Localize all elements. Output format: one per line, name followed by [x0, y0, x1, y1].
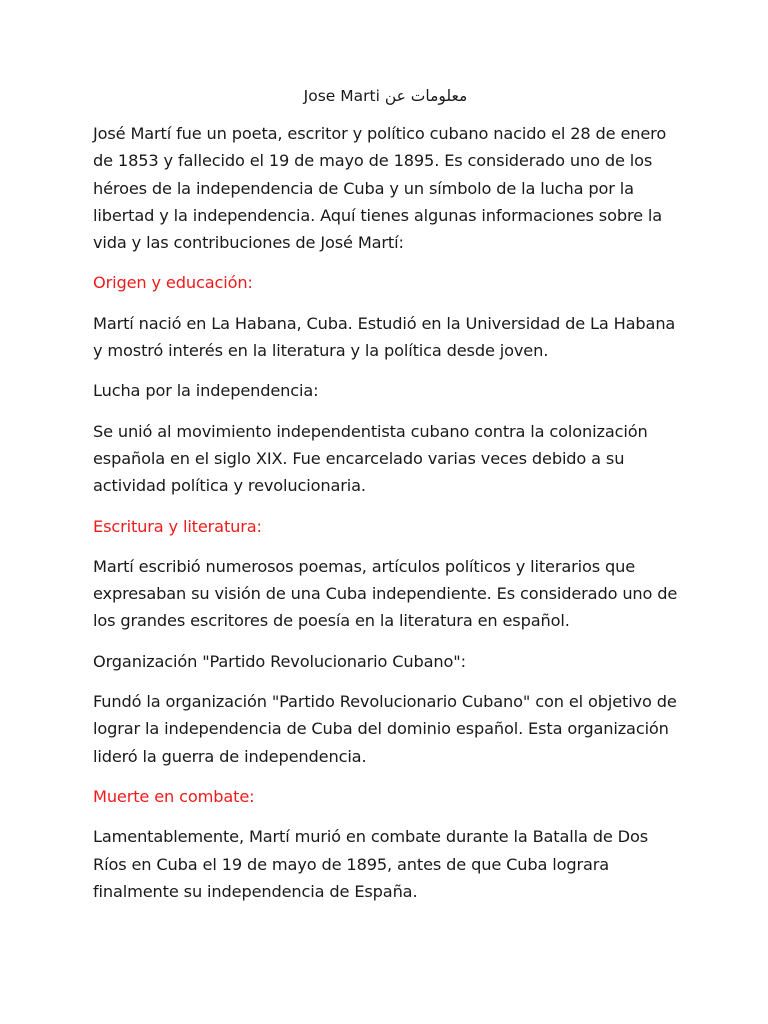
section-heading-escritura: Escritura y literatura:: [93, 516, 262, 536]
page-title: [93, 86, 678, 106]
section-body-escritura: Martí escribió numerosos poemas, artículos políticos y literarios que expresaban su visión de una Cuba independiente. Es considerado uno de los grandes escritores de poesía en la literatura en español.: [93, 556, 678, 631]
section-heading-organizacion: Organización "Partido Revolucionario Cubano":: [93, 651, 466, 671]
title-latin: Jose Marti: [303, 87, 380, 105]
section-heading-origen: Origen y educación:: [93, 273, 253, 293]
section-body-organizacion: Fundó la organización "Partido Revolucionario Cubano" con el objetivo de lograr la independencia de Cuba del dominio español. Esta organización lideró la guerra de independencia.: [93, 692, 677, 766]
section-body-lucha: Se unió al movimiento independentista cubano contra la colonización española en el siglo XIX. Fue encarcelado varias veces debido a su actividad política y revolucionaria.: [93, 421, 648, 496]
section-heading-lucha: Lucha por la independencia:: [93, 381, 319, 401]
section-body-muerte: Lamentablemente, Martí murió en combate durante la Batalla de Dos Ríos en Cuba el 19 de mayo de 1895, antes de que Cuba lograra finalmente su independencia de España.: [93, 827, 649, 901]
section-body-origen: Martí nació en La Habana, Cuba. Estudió en la Universidad de La Habana y mostró interés en la literatura y la política desde joven.: [93, 313, 676, 361]
title-arabic: معلومات عن: [384, 87, 468, 105]
intro-paragraph: José Martí fue un poeta, escritor y político cubano nacido el 28 de enero de 1853 y fallecido el 19 de mayo de 1895. Es considerado uno de los héroes de la independencia de Cuba y un símbolo de la lucha por la libertad y la independencia. Aquí tienes algunas informaciones sobre la vida y las contribuciones de José Martí:: [93, 124, 667, 253]
section-heading-muerte: Muerte en combate:: [93, 786, 255, 806]
